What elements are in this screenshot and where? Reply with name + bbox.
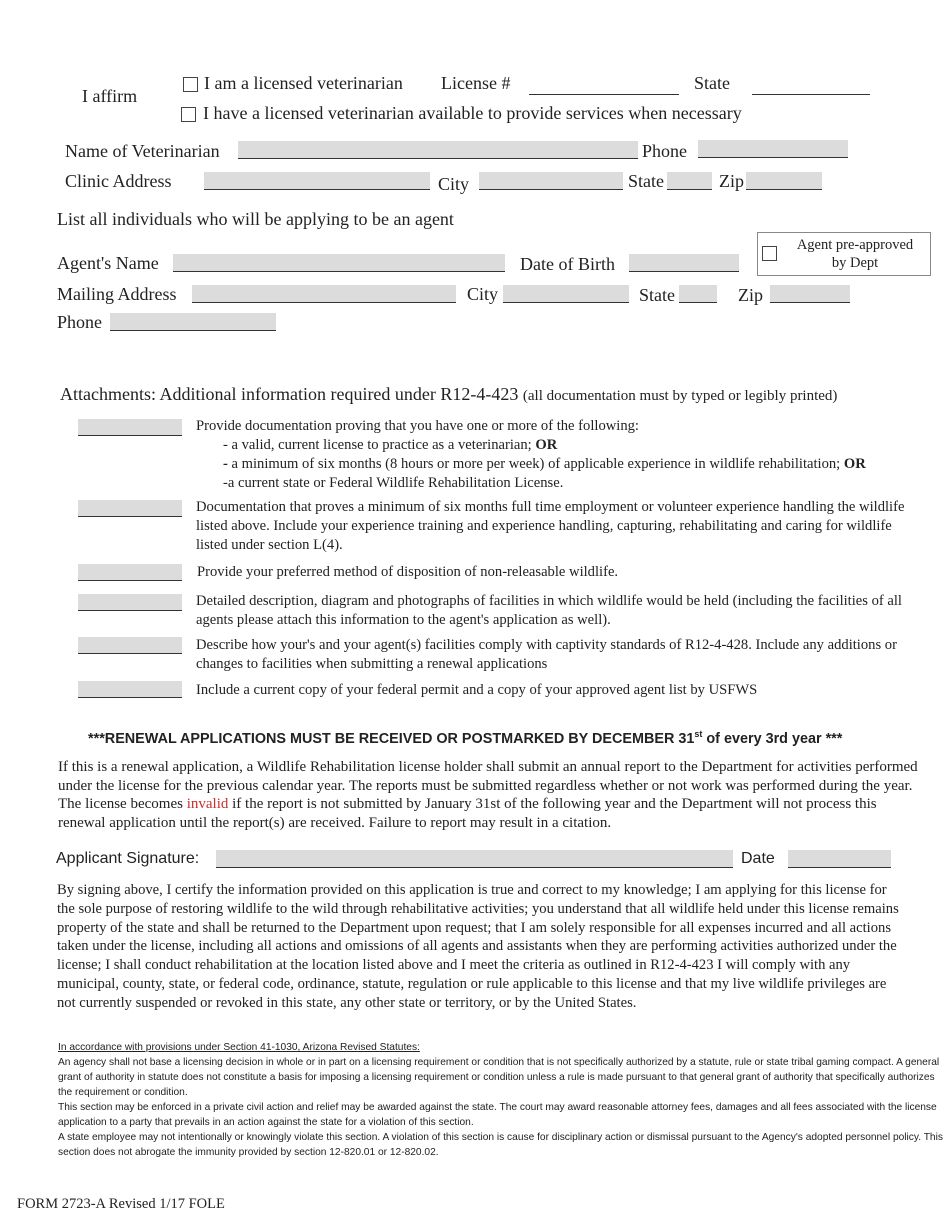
clinic-address-field[interactable] [204,172,430,190]
attachment-5-text: Describe how your's and your agent(s) facilities comply with captivity standards of R12-4-428. Include any additions or changes to facilities when submitting a renewal applications [196,637,897,672]
attachment-6-text: Include a current copy of your federal permit and a copy of your approved agent list by USFWS [196,682,758,698]
clinic-zip-label: Zip [719,171,744,191]
vet-name-label: Name of Veterinarian [65,141,220,161]
agent-phone-label: Phone [57,312,102,332]
renewal-banner-text: ***RENEWAL APPLICATIONS MUST BE RECEIVED OR POSTMARKED BY DECEMBER 31 [88,730,695,747]
renewal-notice-text: If this is a renewal application, a Wildlife Rehabilitation license holder shall submit an annual report to the Department for activities performed under the license for the previous calendar year. The reports must be submitted regardless whether or not work was performed during the year. The license becomes [58,759,918,813]
attachment-1-sub2: a minimum of six months (8 hours or more per week) of applicable experience in wildlife rehabilitation; [227,456,841,472]
attachment-1-sub1: - a valid, current license to practice as a veterinarian; [223,437,532,453]
affirm-label: I affirm [82,86,138,106]
agents-heading: List all individuals who will be applying to be an agent [57,209,454,229]
agent-dob-field[interactable] [629,254,739,272]
license-number-label: License # [441,73,511,93]
clinic-address-label: Clinic Address [65,171,172,191]
legal-notice [58,1040,948,1160]
attachment-1-sub2-dash: - [223,456,228,472]
renewal-notice [58,758,918,832]
attachment-1-sub1-or: OR [535,437,558,453]
legal-paragraph-1: An agency shall not base a licensing decision in whole or in part on a licensing requirement or condition that is not specifically authorized by a statute, rule or state tribal gaming compact. A general grant of authority in statute does not constitute a basis for imposing a licensing requirement or condition unless a rule is made pursuant to that general grant of authority that specifically authorizes the requirement or condition. [58,1057,940,1098]
attachment-3-text: Provide your preferred method of disposition of non-releasable wildlife. [197,564,619,580]
agent-mailing-field[interactable] [192,285,456,303]
attachments-heading-text: Attachments: Additional information required under R12-4-423 [60,384,519,404]
agent-name-field[interactable] [173,254,505,272]
agent-state-label: State [639,285,675,305]
license-state-field[interactable] [752,94,870,95]
agent-preapproved-box [757,232,931,276]
signature-field[interactable] [216,850,733,868]
agent-city-field[interactable] [503,285,629,303]
attachment-1-intro: Provide documentation proving that you have one or more of the following: [196,418,639,434]
agent-name-label: Agent's Name [57,253,159,273]
signature-date-label: Date [741,850,775,867]
licensed-vet-checkbox[interactable] [183,77,198,92]
agent-preapproved-line2: by Dept [831,255,879,271]
attachment-1-text [196,417,921,493]
license-state-label: State [694,73,730,93]
attachment-4-field[interactable] [78,594,182,611]
signature-date-field[interactable] [788,850,891,868]
legal-heading: In accordance with provisions under Section 41-1030, Arizona Revised Statutes: [58,1042,420,1053]
agent-mailing-label: Mailing Address [57,284,177,304]
clinic-zip-field[interactable] [746,172,822,190]
renewal-invalid-word: invalid [186,796,229,813]
clinic-state-field[interactable] [667,172,712,190]
certification-text: By signing above, I certify the information provided on this application is true and correct to my knowledge; I am applying for this license for the sole purpose of restoring wildlife to the wild through rehabilitative activities; you understand that all wildlife held under this license remains property of the state and shall be returned to the Department upon request; that I am solely responsible for all expenses incurred and all actions taken under the license, including all actions and omissions of all agents and assistants when they are performing activities authorized under the license; I shall conduct rehabilitation at the location listed above and I meet the criteria as outlined in R12-4-423 I will comply with any municipal, county, state, or federal code, ordinance, statute, regulation or rule applicable to this license and that my live wildlife privileges are not currently suspended or revoked in this state, any other state or territory, or by the United States. [57,882,899,1011]
renewal-banner [88,729,842,747]
attachment-1-sub3: -a current state or Federal Wildlife Rehabilitation License. [223,475,564,491]
vet-name-field[interactable] [238,141,638,159]
vet-phone-label: Phone [642,141,687,161]
form-footer: FORM 2723-A Revised 1/17 FOLE [17,1196,225,1212]
agent-zip-label: Zip [738,285,763,305]
attachment-4-text: Detailed description, diagram and photographs of facilities in which wildlife would be held (including the facilities of all agents please attach this information to the agent's application as well). [196,593,902,628]
agent-city-label: City [467,284,499,304]
signature-label: Applicant Signature: [56,850,200,867]
available-vet-checkbox[interactable] [181,107,196,122]
agent-preapproved-line1: Agent pre-approved [796,237,914,253]
clinic-city-field[interactable] [479,172,623,190]
agent-state-field[interactable] [679,285,717,303]
renewal-banner-post: of every 3rd year *** [702,730,843,747]
attachment-2-text: Documentation that proves a minimum of six months full time employment or volunteer experience handling the wildlife listed above. Include your experience training and experience handling, capturing, rehabilitating and caring for wildlife listed under section L(4). [196,499,905,553]
licensed-vet-option: I am a licensed veterinarian [204,73,403,93]
agent-phone-field[interactable] [110,313,276,331]
legal-paragraph-3: A state employee may not intentionally or knowingly violate this section. A violation of this section is cause for disciplinary action or dismissal pursuant to the Agency's adopted personnel policy. This section does not abrogate the immunity provided by section 12-820.01 or 12-820.02. [58,1132,943,1158]
legal-paragraph-2: This section may be enforced in a private civil action and relief may be awarded against the state. The court may award reasonable attorney fees, damages and all fees associated with the license application to a party that prevails in an action against the state for a violation of this section. [58,1102,937,1128]
attachment-1-field[interactable] [78,419,182,436]
agent-dob-label: Date of Birth [520,254,615,274]
attachments-note: (all documentation must by typed or legibly printed) [522,388,838,404]
attachment-6-field[interactable] [78,681,182,698]
vet-phone-field[interactable] [698,140,848,158]
attachment-3-field[interactable] [78,564,182,581]
attachment-1-sub2-or: OR [843,456,866,472]
available-vet-option: I have a licensed veterinarian available to provide services when necessary [203,103,742,123]
agent-preapproved-checkbox[interactable] [762,246,777,261]
agent-zip-field[interactable] [770,285,850,303]
attachment-2-field[interactable] [78,500,182,517]
clinic-state-label: State [628,171,664,191]
clinic-city-label: City [438,174,470,194]
license-number-field[interactable] [529,94,679,95]
attachments-heading [60,384,837,405]
attachment-5-field[interactable] [78,637,182,654]
renewal-banner-sup: st [694,729,703,739]
renewal-notice-text-end: if the report is not submitted by January 31st of the following year and the Department will not process this renewal application until the report(s) are received. Failure to report may result in a citation. [58,796,877,831]
